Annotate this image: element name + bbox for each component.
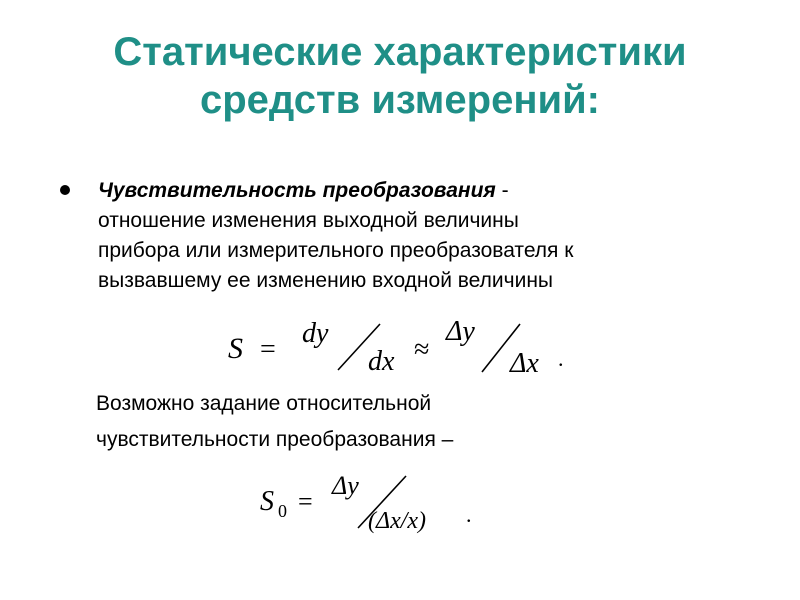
bullet-first-line <box>98 176 738 206</box>
relative-line-2: чувствительности преобразования – <box>96 428 454 451</box>
formula2-eq: = <box>298 487 313 516</box>
bullet-text <box>98 176 738 296</box>
formula1-period: . <box>558 346 564 371</box>
sensitivity-formula-graphic <box>220 318 580 378</box>
formula1-lhs: S <box>228 332 243 365</box>
formula1-approx: ≈ <box>414 334 430 365</box>
definition-line-1: отношение изменения выходной величины <box>98 209 519 232</box>
formula2-period: . <box>466 502 472 527</box>
definition-line-3: вызвавшему ее изменению входной величины <box>98 269 554 292</box>
formula1-den2: Δx <box>510 348 539 379</box>
formula1-den1: dx <box>368 346 395 377</box>
formula1-num2: Δy <box>446 316 475 347</box>
sensitivity-term: Чувствительность преобразования <box>98 179 496 202</box>
formula1-eq: = <box>260 334 276 365</box>
formula2-den: (Δx/x) <box>368 508 427 534</box>
relative-formula-graphic <box>256 470 496 540</box>
relative-sensitivity-formula <box>256 470 496 545</box>
slide-title <box>0 28 800 124</box>
title-line-1: Статические характеристики <box>113 30 687 74</box>
relative-line-1: Возможно задание относительной <box>96 392 432 415</box>
title-line-2: средств измерений: <box>200 78 600 122</box>
formula2-sub: 0 <box>278 501 287 521</box>
formula2-num: Δy <box>332 471 359 500</box>
definition-line-2: прибора или измерительного преобразователя к <box>98 239 574 262</box>
formula1-num1: dy <box>302 318 329 349</box>
bullet-dot-icon <box>60 185 70 195</box>
sensitivity-formula <box>220 318 580 383</box>
term-dash: - <box>495 179 509 202</box>
formula2-lhs: S <box>260 486 274 517</box>
